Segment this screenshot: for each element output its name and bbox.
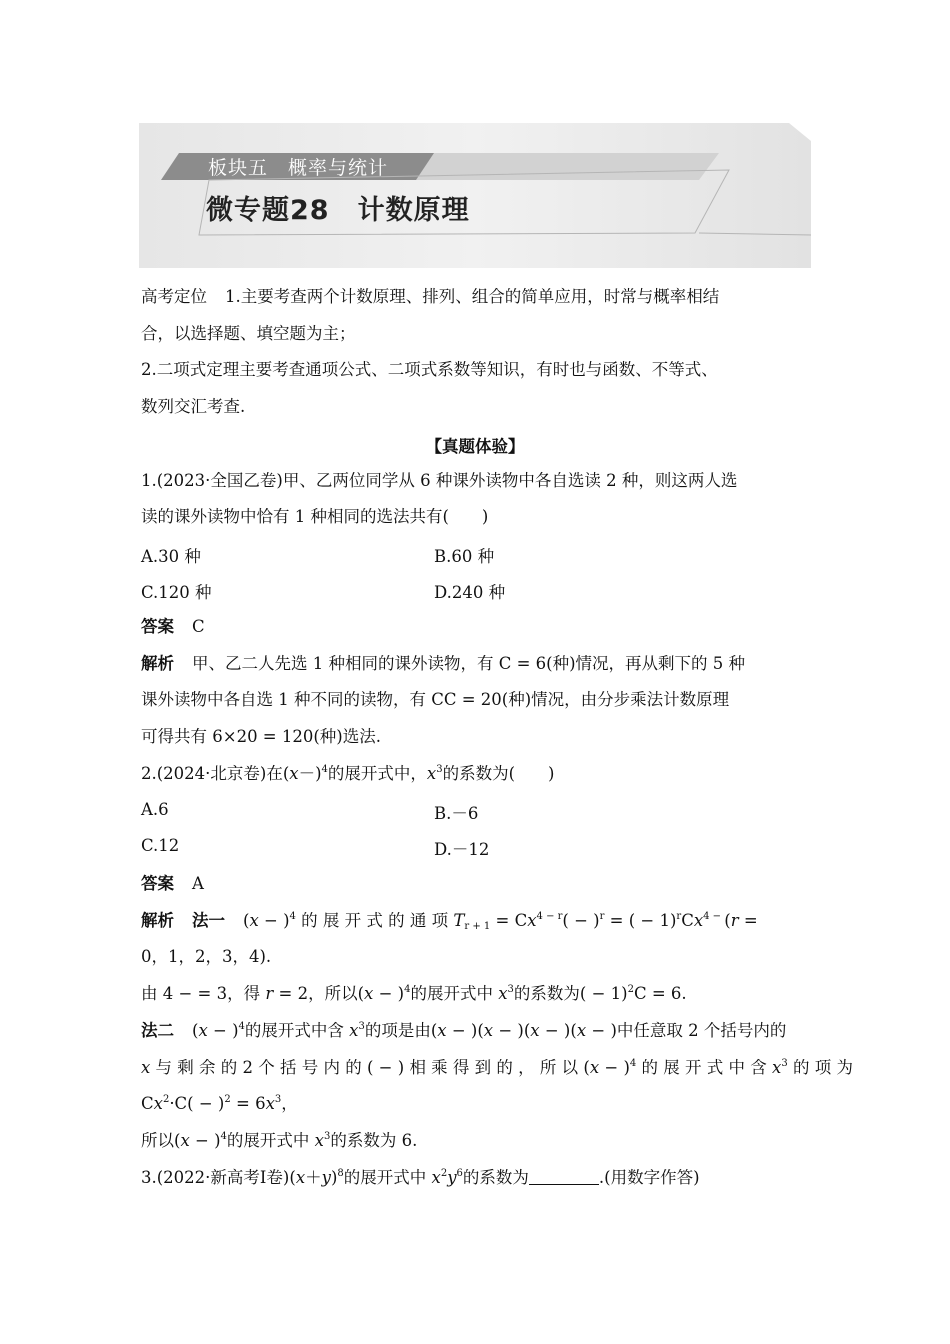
q2-option-d: D.－12 [434,840,490,859]
positioning-line-1: 高考定位 1.主要考查两个计数原理、排列、组合的简单应用，时常与概率相结 [141,287,720,306]
q2-option-b: B.－6 [434,804,479,823]
topic-title: 微专题28 计数原理 [206,195,470,226]
q2-method2-line-3: $Cx^2\cdot C( - )^2 = 6x^3$， [141,1094,298,1113]
q2-method1-line-1: 解析 法一 $(x - )^4$ 的 展 开 式 的 通 项 $T_{r + 1} = Cx^{4 - r}( - )^r$ = ( − $1)^rCx^{4 -}$ (r = [141,911,758,932]
q1-option-d: D.240 种 [434,583,506,602]
q2-method2-line-4: 所以$(x - )^4$的展开式中 $x^3$的系数为 6. [141,1131,418,1150]
q2-method1-line-3: 由 4 − = 3，得 r = 2，所以$(x - )^4$的展开式中 $x^3$的系数为( − 1)$^2$C = 6. [141,984,687,1003]
q3-answer-blank[interactable] [529,1170,599,1185]
q2-stem: 2.(2024·北京卷)在$(x-)^4$的展开式中，$x^3$的系数为( ) [141,764,555,783]
q1-analysis-line-1: 解析 甲、乙二人先选 1 种相同的课外读物，有 C = 6(种)情况，再从剩下的 5 种 [141,654,746,673]
q2-option-a: A.6 [141,800,169,819]
positioning-line-2: 合，以选择题、填空题为主； [141,324,356,343]
q1-analysis-line-3: 可得共有 6×20 = 120(种)选法. [141,727,381,746]
q2-method1-line-2: 0，1，2，3，4). [141,947,272,966]
q2-method2-line-2: x 与 剩 余 的 2 个 括 号 内 的 ( − ) 相 乘 得 到 的 ， 所 以 $(x - )^4$ 的 展 开 式 中 含 $x^3$ 的 项 为 [141,1058,853,1077]
section-heading: 【真题体验】 [425,437,525,456]
section-tag: 板块五 概率与统计 [208,157,389,179]
positioning-label: 高考定位 [141,287,207,306]
q2-option-c: C.12 [141,836,180,855]
positioning-line-3: 2.二项式定理主要考查通项公式、二项式系数等知识，有时也与函数、不等式、 [141,360,718,379]
q2-answer: 答案 A [141,874,204,893]
q3-stem: 3.(2022·新高考Ⅰ卷)$(x+y)^8$的展开式中 $x^2y^6$的系数为 .(用数字作答) [141,1168,700,1187]
positioning-line-4: 数列交汇考查. [141,397,246,416]
q1-option-b: B.60 种 [434,547,495,566]
q1-stem-line-2: 读的课外读物中恰有 1 种相同的选法共有( ) [141,507,489,526]
q1-analysis-line-2: 课外读物中各自选 1 种不同的读物，有 CC = 20(种)情况，由分步乘法计数原理 [141,690,730,709]
q1-option-c: C.120 种 [141,583,212,602]
q1-answer: 答案 C [141,617,205,636]
q2-method2-line-1: 法二 $(x - )^4$的展开式中含 $x^3$的项是由(x − )(x − )(x − )(x − )中任意取 2 个括号内的 [141,1021,787,1040]
q1-stem-line-1: 1.(2023·全国乙卷)甲、乙两位同学从 6 种课外读物中各自选读 2 种，则这两人选 [141,471,738,490]
q1-option-a: A.30 种 [141,547,201,566]
